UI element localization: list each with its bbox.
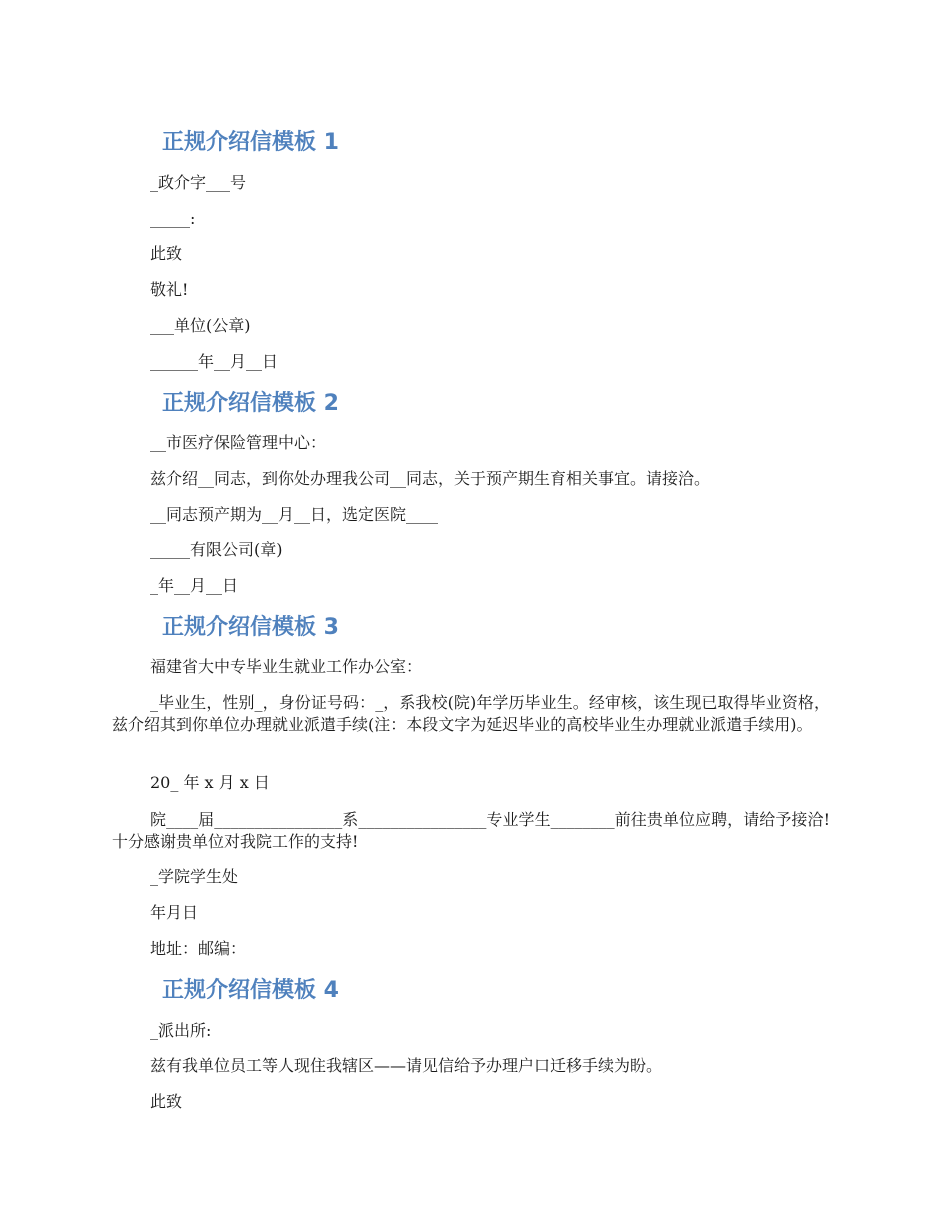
salutation-line: 敬礼! xyxy=(150,280,189,299)
section-heading: 正规介绍信模板 2 xyxy=(162,391,339,416)
date-line: 年月日 xyxy=(150,903,199,922)
section-heading: 正规介绍信模板 4 xyxy=(162,978,339,1003)
section-heading: 正规介绍信模板 3 xyxy=(162,615,339,640)
body-paragraph: 院____届________________系________________专业学生________前往贵单位应聘，请给予接洽!十分感谢贵单位对我院工作的支持! xyxy=(112,810,830,851)
organization-seal-line: ___单位(公章) xyxy=(150,316,251,335)
body-paragraph: _毕业生，性别_，身份证号码：_，系我校(院)年学历毕业生。经审核，该生现已取得毕业资格，兹介绍其到你单位办理就业派遣手续(注：本段文字为延迟毕业的高校毕业生办理就业派遣手续用)。 xyxy=(112,693,830,734)
section-heading: 正规介绍信模板 1 xyxy=(162,130,339,155)
address-line: 地址：邮编： xyxy=(150,939,247,958)
closing-line: 此致 xyxy=(150,1092,183,1111)
body-text-line: __同志预产期为__月__日，选定医院____ xyxy=(150,505,439,524)
date-line: ______年__月__日 xyxy=(150,352,279,371)
body-text-line: 兹有我单位员工等人现住我辖区——请见信给予办理户口迁移手续为盼。 xyxy=(150,1056,663,1075)
signature-line: _学院学生处 xyxy=(150,867,239,886)
date-line: 20_ 年 x 月 x 日 xyxy=(150,773,270,792)
recipient-line: __市医疗保险管理中心： xyxy=(150,433,327,452)
date-line: _年__月__日 xyxy=(150,576,239,595)
recipient-line: _____: xyxy=(150,209,196,228)
letter-number-line: _政介字___号 xyxy=(150,173,247,192)
organization-seal-line: _____有限公司(章) xyxy=(150,540,283,559)
recipient-line: _派出所: xyxy=(150,1021,212,1040)
recipient-line: 福建省大中专毕业生就业工作办公室： xyxy=(150,657,423,676)
body-text-line: 兹介绍__同志，到你处办理我公司__同志，关于预产期生育相关事宜。请接洽。 xyxy=(150,469,711,488)
closing-line: 此致 xyxy=(150,244,183,263)
